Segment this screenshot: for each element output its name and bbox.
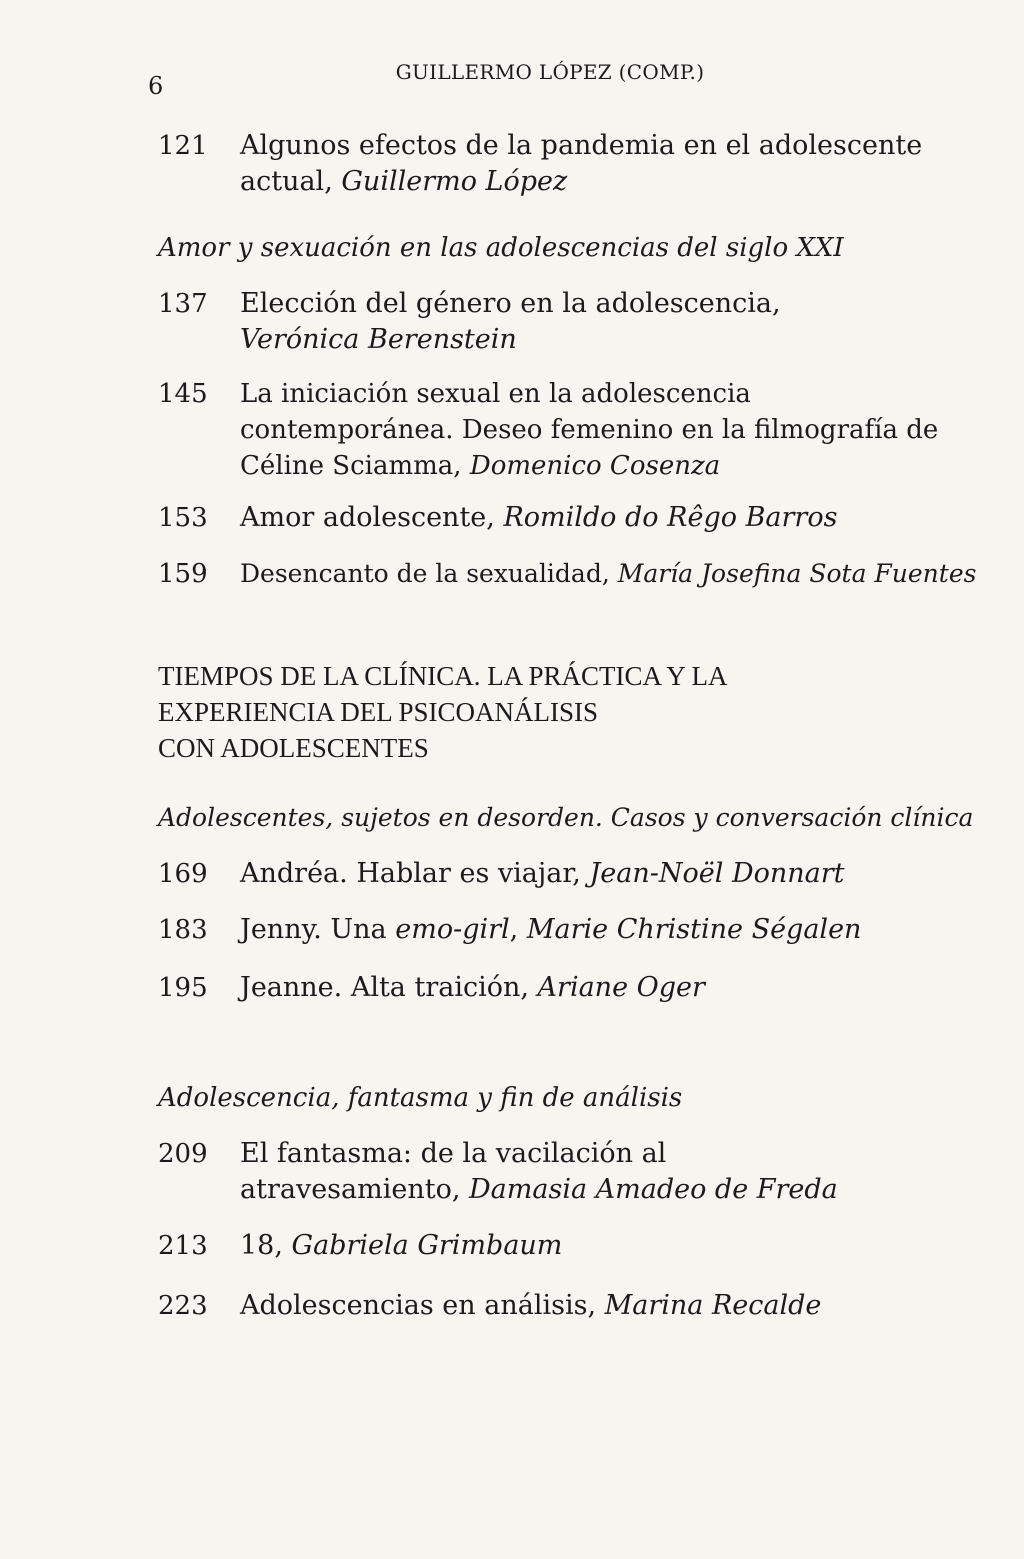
toc-entry-author: Marie Christine Ségalen [526, 914, 862, 945]
toc-entry-title-italic: emo-girl [395, 914, 510, 945]
toc-entry-author: Ariane Oger [537, 972, 705, 1003]
page-number: 6 [148, 72, 164, 100]
toc-entry-title: Jenny. Una [240, 914, 396, 945]
toc-page-number: 145 [158, 379, 208, 409]
toc-entry-author: Damasia Amadeo de Freda [469, 1174, 838, 1205]
toc-entry-title: Elección del género en la adolescencia, [240, 288, 781, 319]
toc-entry-author: Domenico Cosenza [469, 451, 721, 481]
running-header: GUILLERMO LÓPEZ (COMP.) [395, 60, 705, 84]
section-heading-line: EXPERIENCIA DEL PSICOANÁLISIS [158, 697, 599, 727]
toc-page-number: 195 [158, 973, 208, 1003]
toc-entry-author: Marina Recalde [604, 1290, 822, 1321]
toc-entry-title: Algunos efectos de la pandemia en el adolescente actual, [240, 130, 923, 197]
toc-entry-text [240, 970, 960, 1006]
toc-entry-text [240, 128, 960, 200]
toc-entry-author: María Josefina Sota Fuentes [617, 559, 977, 588]
toc-entry-text [240, 500, 960, 536]
toc-entry-title: El fantasma: de la vacilación al atravesamiento, [240, 1138, 667, 1205]
section-heading [158, 658, 918, 766]
subsection-heading: Adolescencia, fantasma y fin de análisis [158, 1083, 683, 1113]
toc-entry-title: La iniciación sexual en la adolescencia contemporánea. Deseo femenino en la filmografía de Céline Sciamma, [240, 379, 939, 481]
toc-page-number: 159 [158, 559, 208, 589]
toc-entry-author: Romildo do Rêgo Barros [503, 502, 838, 533]
toc-entry-author: Guillermo López [341, 166, 568, 197]
toc-entry-text [240, 376, 970, 484]
toc-entry-text [240, 286, 800, 358]
section-heading-line: CON ADOLESCENTES [158, 733, 429, 763]
toc-entry-title: Adolescencias en análisis, [240, 1290, 605, 1321]
toc-entry-text [240, 856, 960, 892]
toc-entry-title-comma: , [509, 914, 527, 945]
toc-page-number: 169 [158, 859, 208, 889]
toc-entry-author: Gabriela Grimbaum [291, 1230, 563, 1261]
toc-page-number: 213 [158, 1231, 208, 1261]
toc-entry-author: Verónica Berenstein [240, 324, 517, 355]
toc-page-number: 209 [158, 1139, 208, 1169]
toc-page-number: 223 [158, 1291, 208, 1321]
section-heading-line: TIEMPOS DE LA CLÍNICA. LA PRÁCTICA Y LA [158, 661, 728, 691]
toc-entry-text [240, 912, 960, 948]
toc-entry-title: Jeanne. Alta traición, [240, 972, 538, 1003]
toc-entry-title: Andréa. Hablar es viajar, [240, 858, 590, 889]
subsection-heading: Adolescentes, sujetos en desorden. Casos y conversación clínica [158, 803, 974, 832]
toc-entry-text [240, 556, 1000, 592]
toc-page-number: 183 [158, 915, 208, 945]
toc-page-number: 137 [158, 289, 208, 319]
toc-entry-title: Amor adolescente, [240, 502, 504, 533]
toc-entry-title: Desencanto de la sexualidad, [240, 559, 618, 588]
toc-entry-text [240, 1288, 960, 1324]
toc-entry-author: Jean-Noël Donnart [589, 858, 845, 889]
toc-page-number: 121 [158, 131, 208, 161]
toc-page-number: 153 [158, 503, 208, 533]
toc-entry-text [240, 1228, 960, 1264]
subsection-heading: Amor y sexuación en las adolescencias del siglo XXI [158, 233, 844, 263]
toc-entry-text [240, 1136, 880, 1208]
toc-entry-title: 18, [240, 1230, 292, 1261]
